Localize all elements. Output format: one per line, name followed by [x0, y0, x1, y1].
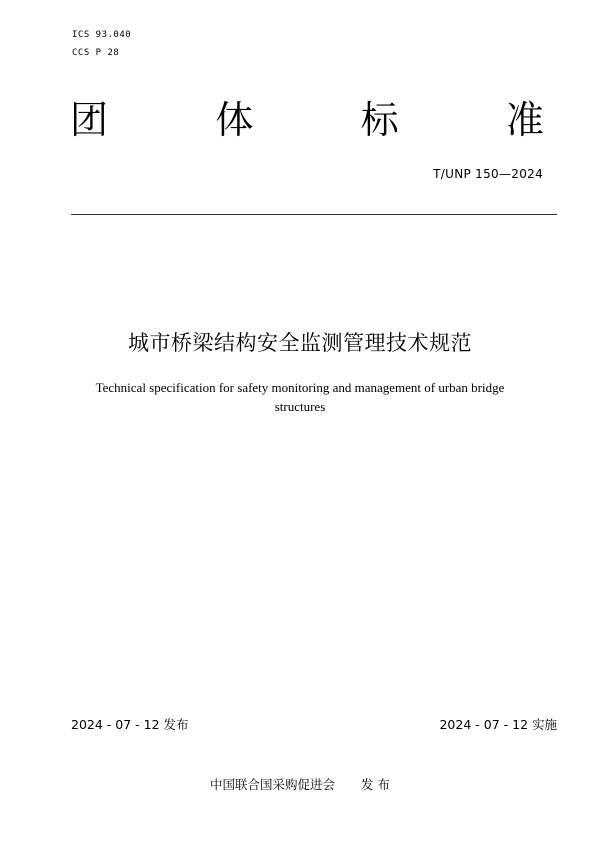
publisher-line: [0, 775, 600, 793]
ccs-code: CCS P 28: [72, 48, 120, 58]
issue-date: 2024 - 07 - 12 发布: [71, 717, 189, 732]
ics-code: ICS 93.040: [72, 30, 132, 40]
publisher-name: 中国联合国采购促进会: [210, 777, 336, 792]
english-title-line: Technical specification for safety monitoring and management of urban bridge: [95, 380, 505, 395]
title-char: 准: [505, 98, 544, 142]
title-char: 体: [215, 98, 254, 142]
title-char: 标: [360, 98, 399, 142]
standard-number: T/UNP 150—2024: [433, 167, 543, 181]
english-title: [80, 378, 520, 416]
title-char: 团: [70, 98, 109, 142]
english-title-line: structures: [274, 399, 326, 414]
header-divider: [71, 214, 557, 215]
standard-type-title: [70, 98, 544, 142]
publish-action: 发 布: [361, 777, 390, 792]
implementation-date: 2024 - 07 - 12 实施: [439, 717, 557, 732]
chinese-title: 城市桥梁结构安全监测管理技术规范: [128, 331, 472, 355]
